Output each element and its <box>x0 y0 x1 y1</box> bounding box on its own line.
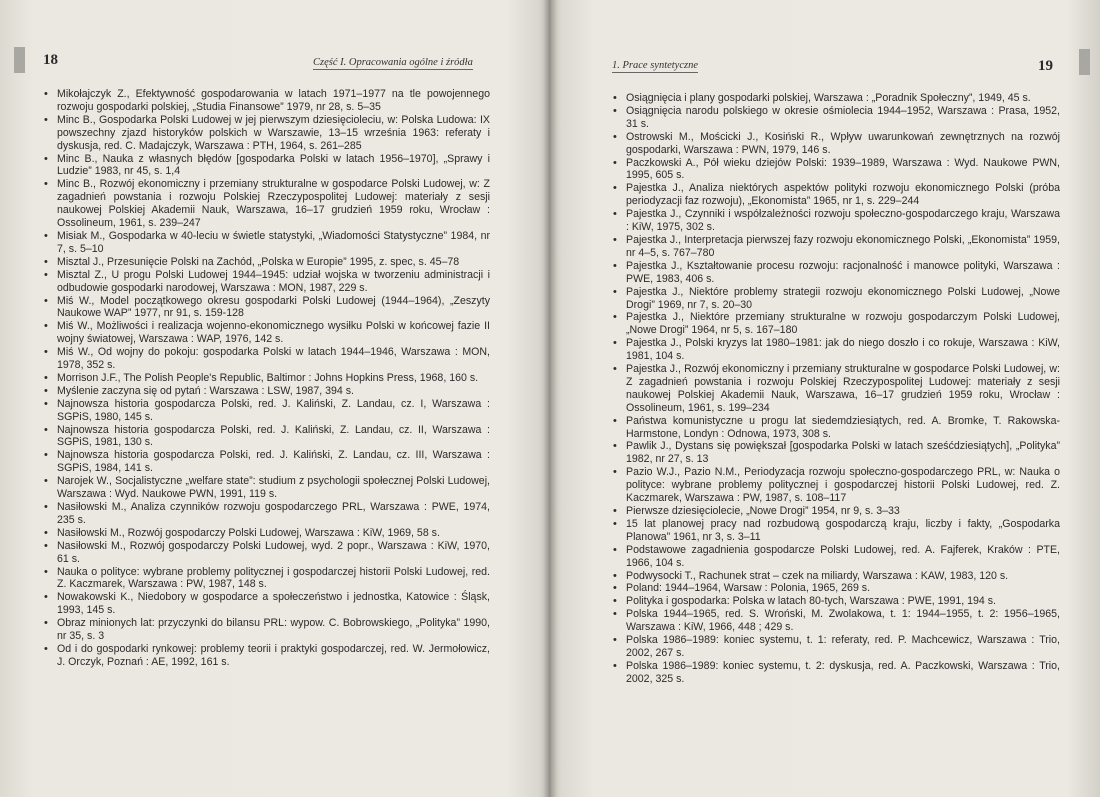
reference-item: • Minc B., Nauka z własnych błędów [gospodarka Polski w latach 1956–1970], „Sprawy i Ludzie” 1983, nr 45, s. 1,4 <box>43 153 490 179</box>
reference-item: • Miś W., Od wojny do pokoju: gospodarka Polski w latach 1944–1946, Warszawa : MON, 1978, 352 s. <box>43 346 490 372</box>
reference-item: • Pajestka J., Czynniki i współzależności rozwoju społeczno-gospodarczego kraju, Warszawa : KiW, 1975, 302 s. <box>612 208 1060 234</box>
running-header-left: Część I. Opracowania ogólne i źródła <box>313 57 473 68</box>
left-page <box>0 0 548 797</box>
reference-item: • Poland: 1944–1964, Warsaw : Polonia, 1965, 269 s. <box>612 582 1060 595</box>
reference-list-left <box>43 88 490 669</box>
reference-item: • Polska 1986–1989: koniec systemu, t. 2: dyskusja, red. A. Paczkowski, Warszawa : Trio, 2002, 325 s. <box>612 660 1060 686</box>
page-number-right: 19 <box>1038 58 1053 74</box>
reference-item: • Nauka o polityce: wybrane problemy politycznej i gospodarczej historii Polski Ludowej, red. Z. Kaczmarek, Warszawa : PW, 1987, 148 s. <box>43 566 490 592</box>
reference-item: • Minc B., Rozwój ekonomiczny i przemiany strukturalne w gospodarce Polski Ludowej, w: Z zagadnień powstania i rozwoju Polskiej Rzeczypospolitej Ludowej: materiały z sesji naukowej Polskiej Akademii Nauk, Warszawa, 16–17 grudzień 1959 roku, Wrocław : Ossolineum, 1961, s. 239–247 <box>43 178 490 230</box>
reference-item: • Nowakowski K., Niedobory w gospodarce a społeczeństwo i jednostka, Katowice : Śląsk, 1993, 145 s. <box>43 591 490 617</box>
page-number-left: 18 <box>43 52 58 68</box>
reference-item: • Osiągnięcia i plany gospodarki polskiej, Warszawa : „Poradnik Społeczny”, 1949, 45 s. <box>612 92 1060 105</box>
reference-item: • Pierwsze dziesięciolecie, „Nowe Drogi” 1954, nr 9, s. 3–33 <box>612 505 1060 518</box>
reference-list-right <box>612 92 1060 686</box>
right-page <box>552 0 1100 797</box>
reference-item: • Państwa komunistyczne u progu lat siedemdziesiątych, red. A. Bromke, T. Rakowska-Harmstone, Londyn : Odnowa, 1973, 308 s. <box>612 415 1060 441</box>
reference-item: • Miś W., Model początkowego okresu gospodarki Polski Ludowej (1944–1964), „Zeszyty Naukowe WAP” 1977, nr 91, s. 159-128 <box>43 295 490 321</box>
reference-item: • Paczkowski A., Pół wieku dziejów Polski: 1939–1989, Warszawa : Wyd. Naukowe PWN, 1995, 605 s. <box>612 157 1060 183</box>
reference-item: • Najnowsza historia gospodarcza Polski, red. J. Kaliński, Z. Landau, cz. II, Warszawa : SGPiS, 1981, 130 s. <box>43 424 490 450</box>
reference-item: • Minc B., Gospodarka Polski Ludowej w jej pierwszym dziesięcioleciu, w: Polska Ludowa: IX powszechny zjazd historyków polskich w Warszawie, 13–15 września 1963: referaty i dyskusja, red. C. Madajczyk, Warszawa : PTH, 1964, s. 261–285 <box>43 114 490 153</box>
reference-item: • Podstawowe zagadnienia gospodarcze Polski Ludowej, red. A. Fajferek, Kraków : PTE, 1966, 104 s. <box>612 544 1060 570</box>
reference-item: • Nasiłowski M., Analiza czynników rozwoju gospodarczego PRL, Warszawa : PWE, 1974, 235 s. <box>43 501 490 527</box>
reference-item: • Pajestka J., Kształtowanie procesu rozwoju: racjonalność i manowce polityki, Warszawa : PWE, 1983, 406 s. <box>612 260 1060 286</box>
reference-item: • Misztal J., Przesunięcie Polski na Zachód, „Polska w Europie” 1995, z. spec, s. 45–78 <box>43 256 490 269</box>
reference-item: • Od i do gospodarki rynkowej: problemy teorii i praktyki gospodarczej, red. W. Jermołowicz, J. Orczyk, Poznań : AE, 1992, 161 s. <box>43 643 490 669</box>
running-header-right: 1. Prace syntetyczne <box>612 60 699 71</box>
reference-item: • Narojek W., Socjalistyczne „welfare state”: studium z psychologii społecznej Polski Ludowej, Warszawa : Wyd. Naukowe PWN, 1991, 119 s. <box>43 475 490 501</box>
reference-item: • 15 lat planowej pracy nad rozbudową gospodarczą kraju, liczby i fakty, „Gospodarka Planowa” 1961, nr 3, s. 3–11 <box>612 518 1060 544</box>
reference-item: • Pawlik J., Dystans się powiększał [gospodarka Polski w latach sześćdziesiątych], „Polityka” 1982, nr 27, s. 13 <box>612 440 1060 466</box>
reference-item: • Misztal Z., U progu Polski Ludowej 1944–1945: udział wojska w tworzeniu administracji i odbudowie gospodarki narodowej, Warszawa : MON, 1987, 229 s. <box>43 269 490 295</box>
reference-item: • Pajestka J., Niektóre przemiany strukturalne w rozwoju gospodarczym Polski Ludowej, „Nowe Drogi” 1964, nr 5, s. 167–180 <box>612 311 1060 337</box>
reference-item: • Misiak M., Gospodarka w 40-leciu w świetle statystyki, „Wiadomości Statystyczne” 1984, nr 7, s. 5–10 <box>43 230 490 256</box>
reference-item: • Morrison J.F., The Polish People's Republic, Baltimor : Johns Hopkins Press, 1968, 160 s. <box>43 372 490 385</box>
reference-item: • Pazio W.J., Pazio N.M., Periodyzacja rozwoju społeczno-gospodarczego PRL, w: Nauka o polityce: wybrane problemy politycznej i gospodarczej historii Polski Ludowej, red. Z. Kaczmarek, Warszawa : PW, 1987, s. 108–117 <box>612 466 1060 505</box>
reference-item: • Najnowsza historia gospodarcza Polski, red. J. Kaliński, Z. Landau, cz. III, Warszawa : SGPiS, 1984, 141 s. <box>43 449 490 475</box>
reference-item: • Pajestka J., Rozwój ekonomiczny i przemiany strukturalne w gospodarce Polski Ludowej, w: Z zagadnień powstania i rozwoju Polskiej Rzeczypospolitej Ludowej: materiały z sesji naukowej Polskiej Akademii Nauk, Warszawa, 16–17 grudzień 1959 roku, Wrocław : Ossolineum, 1961, s. 199–234 <box>612 363 1060 415</box>
reference-item: • Pajestka J., Niektóre problemy strategii rozwoju ekonomicznego Polski Ludowej, „Nowe Drogi” 1969, nr 7, s. 20–30 <box>612 286 1060 312</box>
reference-item: • Podwysocki T., Rachunek strat – czek na miliardy, Warszawa : KAW, 1983, 120 s. <box>612 570 1060 583</box>
reference-item: • Pajestka J., Interpretacja pierwszej fazy rozwoju ekonomicznego Polski, „Ekonomista” 1959, nr 4–5, s. 767–780 <box>612 234 1060 260</box>
reference-item: • Mikołajczyk Z., Efektywność gospodarowania w latach 1971–1977 na tle powojennego rozwoju gospodarki polskiej, „Studia Finansowe” 1979, nr 28, s. 5–35 <box>43 88 490 114</box>
reference-item: • Polska 1986–1989: koniec systemu, t. 1: referaty, red. P. Machcewicz, Warszawa : Trio, 2002, 267 s. <box>612 634 1060 660</box>
reference-item: • Nasiłowski M., Rozwój gospodarczy Polski Ludowej, wyd. 2 popr., Warszawa : KiW, 1970, 61 s. <box>43 540 490 566</box>
reference-item: • Najnowsza historia gospodarcza Polski, red. J. Kaliński, Z. Landau, cz. I, Warszawa : SGPiS, 1980, 145 s. <box>43 398 490 424</box>
reference-item: • Polska 1944–1965, red. S. Wroński, M. Zwolakowa, t. 1: 1944–1955, t. 2: 1956–1965, Warszawa : KiW, 1966, 448 ; 429 s. <box>612 608 1060 634</box>
reference-item: • Pajestka J., Polski kryzys lat 1980–1981: jak do niego doszło i co rokuje, Warszawa : KiW, 1981, 104 s. <box>612 337 1060 363</box>
reference-item: • Polityka i gospodarka: Polska w latach 80-tych, Warszawa : PWE, 1991, 194 s. <box>612 595 1060 608</box>
reference-item: • Obraz minionych lat: przyczynki do bilansu PRL: wypow. C. Bobrowskiego, „Polityka” 1990, nr 35, s. 3 <box>43 617 490 643</box>
reference-item: • Osiągnięcia narodu polskiego w okresie ośmiolecia 1944–1952, Warszawa : Prasa, 1952, 31 s. <box>612 105 1060 131</box>
reference-item: • Pajestka J., Analiza niektórych aspektów polityki rozwoju ekonomicznego Polski (próba periodyzacji faz rozwoju), „Ekonomista” 1965, nr 1, s. 229–244 <box>612 182 1060 208</box>
reference-item: • Myślenie zaczyna się od pytań : Warszawa : LSW, 1987, 394 s. <box>43 385 490 398</box>
reference-item: • Miś W., Możliwości i realizacja wojenno-ekonomicznego wysiłku Polski w końcowej fazie II wojny światowej, Warszawa : WAP, 1976, 142 s. <box>43 320 490 346</box>
reference-item: • Nasiłowski M., Rozwój gospodarczy Polski Ludowej, Warszawa : KiW, 1969, 58 s. <box>43 527 490 540</box>
reference-item: • Ostrowski M., Mościcki J., Kosiński R., Wpływ uwarunkowań zewnętrznych na rozwój gospodarki, Warszawa : PWN, 1979, 146 s. <box>612 131 1060 157</box>
